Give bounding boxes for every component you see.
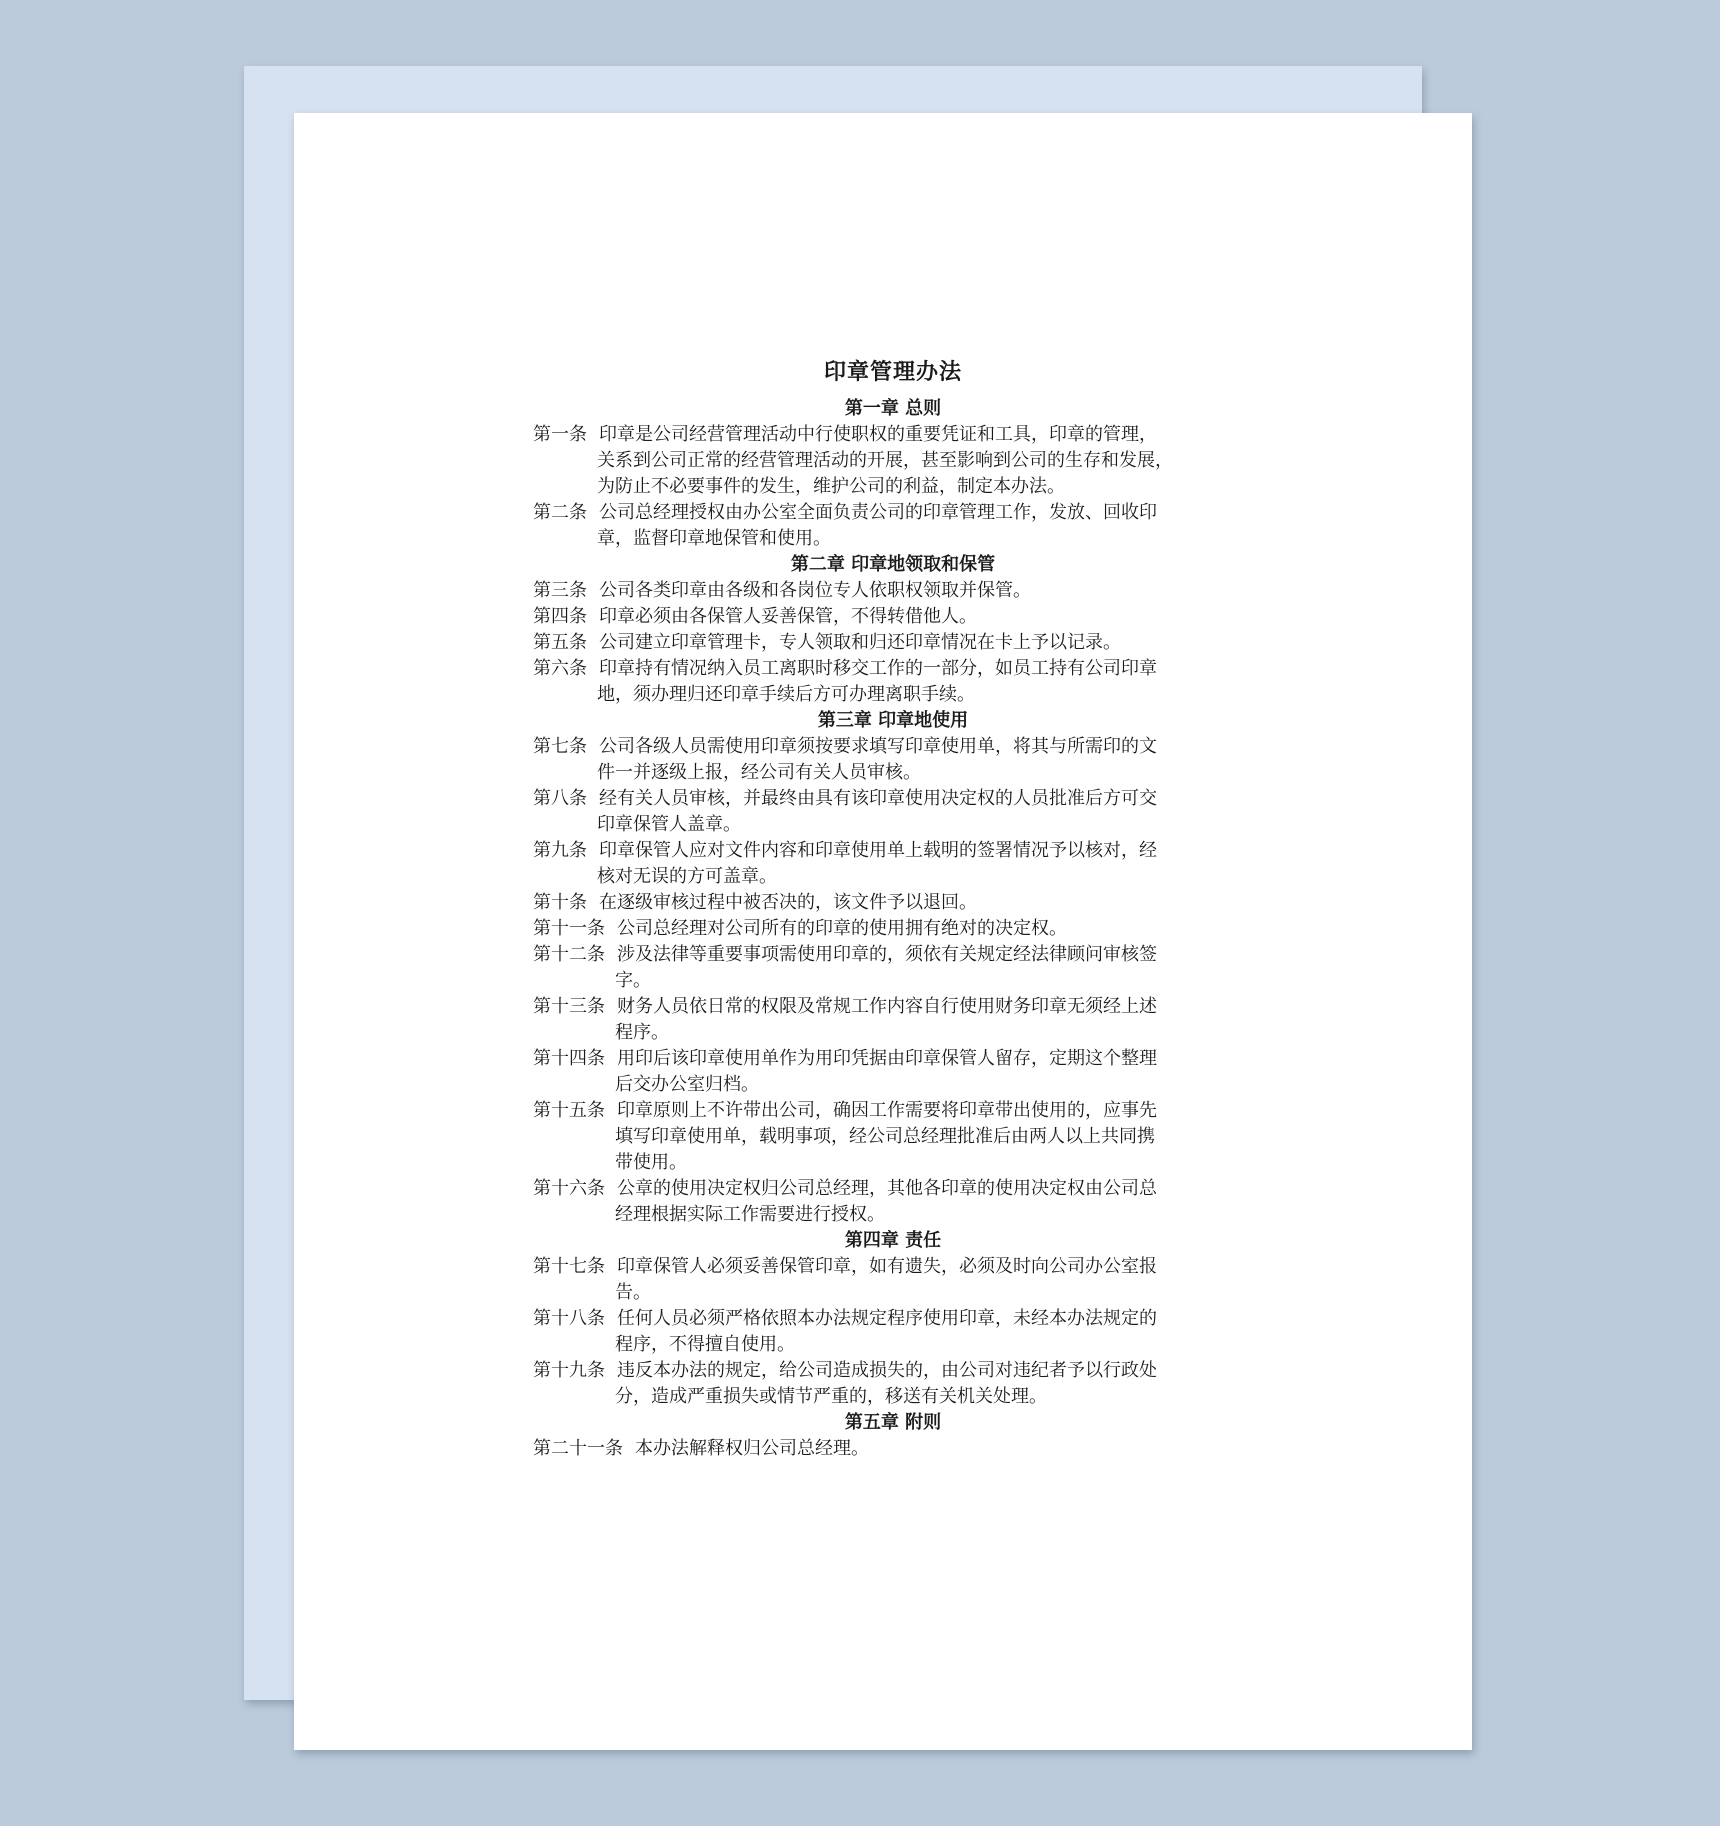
article [533, 1046, 1253, 1098]
article-line: 为防止不必要事件的发生，维护公司的利益，制定本办法。 [597, 476, 1065, 497]
article-number: 第十五条 [533, 1100, 605, 1121]
article-text [599, 604, 1253, 630]
article [533, 422, 1253, 500]
article-number: 第二条 [533, 502, 587, 523]
article-line: 涉及法律等重要事项需使用印章的，须依有关规定经法律顾问审核签 [617, 944, 1157, 965]
article-line: 告。 [615, 1282, 651, 1303]
chapter-heading: 第三章 印章地使用 [817, 710, 969, 731]
article-number: 第十八条 [533, 1308, 605, 1329]
article-line: 分，造成严重损失或情节严重的，移送有关机关处理。 [615, 1386, 1047, 1407]
article-number: 第十四条 [533, 1048, 605, 1069]
article [533, 1436, 1253, 1462]
article-text [617, 1046, 1253, 1098]
article-line: 印章保管人必须妥善保管印章，如有遗失，必须及时向公司办公室报 [617, 1256, 1157, 1277]
article-text [599, 734, 1253, 786]
article-line: 印章原则上不许带出公司，确因工作需要将印章带出使用的，应事先 [617, 1100, 1157, 1121]
article-number: 第十六条 [533, 1178, 605, 1199]
article-line: 印章持有情况纳入员工离职时移交工作的一部分，如员工持有公司印章 [599, 658, 1157, 679]
article-line: 字。 [615, 970, 651, 991]
article-number: 第三条 [533, 580, 587, 601]
article-line: 关系到公司正常的经营管理活动的开展，甚至影响到公司的生存和发展， [597, 450, 1173, 471]
article [533, 630, 1253, 656]
article [533, 500, 1253, 552]
article-number: 第八条 [533, 788, 587, 809]
article-line: 印章必须由各保管人妥善保管，不得转借他人。 [599, 606, 977, 627]
article-number: 第十九条 [533, 1360, 605, 1381]
article-line: 程序，不得擅自使用。 [615, 1334, 795, 1355]
article-line: 印章保管人盖章。 [597, 814, 741, 835]
article-line: 件一并逐级上报，经公司有关人员审核。 [597, 762, 921, 783]
article [533, 838, 1253, 890]
chapter-heading: 第四章 责任 [844, 1230, 942, 1251]
article-text [617, 942, 1253, 994]
article-text [599, 630, 1253, 656]
article-number: 第十一条 [533, 918, 605, 939]
chapter-heading: 第二章 印章地领取和保管 [790, 554, 996, 575]
article-line: 用印后该印章使用单作为用印凭据由印章保管人留存，定期这个整理 [617, 1048, 1157, 1069]
article [533, 656, 1253, 708]
article-line: 程序。 [615, 1022, 669, 1043]
article-line: 违反本办法的规定，给公司造成损失的，由公司对违纪者予以行政处 [617, 1360, 1157, 1381]
article-text [599, 578, 1253, 604]
article [533, 1176, 1253, 1228]
article-number: 第二十一条 [533, 1438, 623, 1459]
article-line: 在逐级审核过程中被否决的，该文件予以退回。 [599, 892, 977, 913]
article-line: 公司总经理对公司所有的印章的使用拥有绝对的决定权。 [617, 918, 1067, 939]
article-text [599, 422, 1253, 500]
article-text [599, 890, 1253, 916]
article-number: 第七条 [533, 736, 587, 757]
article-text [599, 500, 1253, 552]
article [533, 578, 1253, 604]
article-line: 公司各级人员需使用印章须按要求填写印章使用单，将其与所需印的文 [599, 736, 1157, 757]
article-text [617, 994, 1253, 1046]
article [533, 1254, 1253, 1306]
article [533, 916, 1253, 942]
article-number: 第一条 [533, 424, 587, 445]
article-line: 带使用。 [615, 1152, 687, 1173]
article-line: 印章保管人应对文件内容和印章使用单上载明的签署情况予以核对，经 [599, 840, 1157, 861]
article [533, 890, 1253, 916]
article [533, 604, 1253, 630]
article [533, 1098, 1253, 1176]
article-line: 本办法解释权归公司总经理。 [635, 1438, 869, 1459]
article-line: 经有关人员审核，并最终由具有该印章使用决定权的人员批准后方可交 [599, 788, 1157, 809]
article-text [617, 1176, 1253, 1228]
article-line: 公司建立印章管理卡，专人领取和归还印章情况在卡上予以记录。 [599, 632, 1121, 653]
article-line: 经理根据实际工作需要进行授权。 [615, 1204, 885, 1225]
article-number: 第十二条 [533, 944, 605, 965]
article-text [617, 1306, 1253, 1358]
article-text [599, 838, 1253, 890]
article-number: 第九条 [533, 840, 587, 861]
article-number: 第四条 [533, 606, 587, 627]
document-title: 印章管理办法 [823, 359, 962, 385]
article-text [635, 1436, 1253, 1462]
article [533, 994, 1253, 1046]
article-number: 第十三条 [533, 996, 605, 1017]
article-line: 任何人员必须严格依照本办法规定程序使用印章，未经本办法规定的 [617, 1308, 1157, 1329]
chapter-heading: 第五章 附则 [844, 1412, 942, 1433]
article-text [617, 1098, 1253, 1176]
article-line: 填写印章使用单，载明事项，经公司总经理批准后由两人以上共同携 [615, 1126, 1155, 1147]
article [533, 1306, 1253, 1358]
chapter-heading: 第一章 总则 [844, 398, 942, 419]
article-line: 公章的使用决定权归公司总经理，其他各印章的使用决定权由公司总 [617, 1178, 1157, 1199]
article-line: 公司各类印章由各级和各岗位专人依职权领取并保管。 [599, 580, 1031, 601]
article [533, 1358, 1253, 1410]
article-line: 后交办公室归档。 [615, 1074, 759, 1095]
article-text [617, 1358, 1253, 1410]
article [533, 734, 1253, 786]
article-text [617, 1254, 1253, 1306]
article-number: 第五条 [533, 632, 587, 653]
document-sections [533, 396, 1253, 1462]
article [533, 942, 1253, 994]
article-line: 核对无误的方可盖章。 [597, 866, 777, 887]
article-text [617, 916, 1253, 942]
article-line: 财务人员依日常的权限及常规工作内容自行使用财务印章无须经上述 [617, 996, 1157, 1017]
article-line: 地，须办理归还印章手续后方可办理离职手续。 [597, 684, 975, 705]
article-line: 印章是公司经营管理活动中行使职权的重要凭证和工具，印章的管理， [599, 424, 1157, 445]
article-number: 第十条 [533, 892, 587, 913]
article-text [599, 656, 1253, 708]
article-number: 第六条 [533, 658, 587, 679]
article-line: 章，监督印章地保管和使用。 [597, 528, 831, 549]
article-text [599, 786, 1253, 838]
article-number: 第十七条 [533, 1256, 605, 1277]
document-content [533, 354, 1253, 1462]
article [533, 786, 1253, 838]
article-line: 公司总经理授权由办公室全面负责公司的印章管理工作，发放、回收印 [599, 502, 1157, 523]
